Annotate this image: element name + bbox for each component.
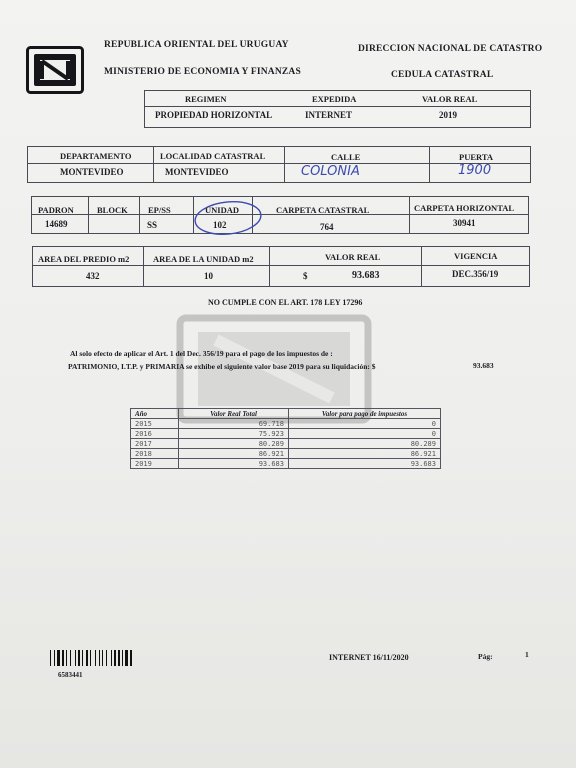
para-amount: 93.683 [473,361,494,370]
barcode-bar [57,650,60,666]
departamento-label: DEPARTAMENTO [60,151,132,161]
padron-label: PADRON [38,205,74,215]
regimen-label: REGIMEN [185,94,227,104]
republic-text: REPUBLICA ORIENTAL DEL URUGUAY [104,40,289,50]
barcode-bar [122,650,123,666]
valor-impuestos-cell: 93.683 [289,459,441,469]
valor-impuestos-cell: 80.289 [289,439,441,449]
expedida-label: EXPEDIDA [312,94,357,104]
valor-impuestos-cell: 86.921 [289,449,441,459]
vigencia-value: DEC.356/19 [452,269,499,279]
col-valor-real-total: Valor Real Total [179,409,289,419]
para-line2: PATRIMONIO, I.T.P. y PRIMARIA se exhibe el siguiente valor base 2019 para su liquidación: $ [68,362,376,371]
valor-total-cell: 69.718 [179,419,289,429]
year-cell: 2015 [131,419,179,429]
barcode-bar [86,650,88,666]
barcode-bar [125,650,128,666]
barcode-bar [62,650,64,666]
barcode-bar [111,650,112,666]
unidad-label: UNIDAD [205,205,239,215]
barcode-number: 6583441 [58,671,83,679]
barcode-bar [82,650,83,666]
barcode-bar [66,650,67,666]
year-cell: 2016 [131,429,179,439]
table-row [131,429,441,439]
barcode-bar [70,650,71,666]
valor-impuestos-cell: 0 [289,429,441,439]
padron-value: 14689 [45,219,68,229]
carpeta-horizontal-value: 30941 [453,218,476,228]
table-row [131,459,441,469]
history-header-row [131,409,441,419]
ministry-text: MINISTERIO DE ECONOMIA Y FINANZAS [104,67,301,77]
puerta-handwritten: 1900 [458,163,492,178]
barcode-bar [54,650,55,666]
valor-real-label: VALOR REAL [422,94,478,104]
barcode-bar [75,650,76,666]
valor-total-cell: 93.683 [179,459,289,469]
carpeta-catastral-label: CARPETA CATASTRAL [276,205,370,215]
departamento-value: MONTEVIDEO [60,167,124,177]
localidad-value: MONTEVIDEO [165,167,229,177]
col-ano: Año [131,409,179,419]
area-predio-value: 432 [86,271,100,281]
barcode [50,650,164,666]
carpeta-catastral-value: 764 [320,222,334,232]
catastro-logo [26,46,84,94]
barcode-bar [130,650,132,666]
page-label: Pág: [478,652,493,661]
doc-title: CEDULA CATASTRAL [391,70,494,80]
valor-impuestos-cell: 0 [289,419,441,429]
expedida-value: INTERNET [305,110,353,120]
unidad-value: 102 [213,220,227,230]
valor-real-value: 93.683 [352,270,380,281]
barcode-bar [99,650,100,666]
carpeta-horizontal-label: CARPETA HORIZONTAL [414,203,515,213]
barcode-bar [95,650,96,666]
table-row [131,439,441,449]
epss-value: SS [147,220,158,230]
puerta-label: PUERTA [459,152,494,162]
vigencia-label: VIGENCIA [454,251,498,261]
barcode-bar [102,650,103,666]
barcode-bar [106,650,107,666]
notice-text: NO CUMPLE CON EL ART. 178 LEY 17296 [208,298,363,307]
currency-symbol: $ [303,271,308,281]
valor-real-year: 2019 [439,110,457,120]
para-line1: Al solo efecto de aplicar el Art. 1 del Dec. 356/19 para el pago de los impuestos de : [70,349,333,358]
issued-text: INTERNET 16/11/2020 [329,653,409,662]
padron-box [31,196,529,234]
area-predio-label: AREA DEL PREDIO m2 [38,254,130,264]
direction-text: DIRECCION NACIONAL DE CATASTRO [358,44,543,54]
barcode-bar [90,650,91,666]
barcode-bar [78,650,80,666]
valor-total-cell: 86.921 [179,449,289,459]
valor-real-label-2: VALOR REAL [325,252,381,262]
area-unidad-label: AREA DE LA UNIDAD m2 [153,254,254,264]
year-cell: 2019 [131,459,179,469]
valor-total-cell: 80.289 [179,439,289,449]
barcode-bar [114,650,116,666]
table-row [131,449,441,459]
localidad-label: LOCALIDAD CATASTRAL [160,151,266,161]
table-row [131,419,441,429]
area-unidad-value: 10 [204,271,213,281]
calle-handwritten: COLONIA [301,164,360,179]
year-cell: 2018 [131,449,179,459]
col-valor-impuestos: Valor para pago de impuestos [289,409,441,419]
regimen-value: PROPIEDAD HORIZONTAL [155,110,273,120]
year-cell: 2017 [131,439,179,449]
unidad-circle-mark [192,197,264,237]
valor-total-cell: 75.923 [179,429,289,439]
calle-label: CALLE [331,152,361,162]
barcode-bar [118,650,120,666]
page-number: 1 [525,650,529,659]
barcode-bar [50,650,51,666]
epss-label: EP/SS [148,205,171,215]
history-table [130,408,441,469]
block-label: BLOCK [97,205,128,215]
